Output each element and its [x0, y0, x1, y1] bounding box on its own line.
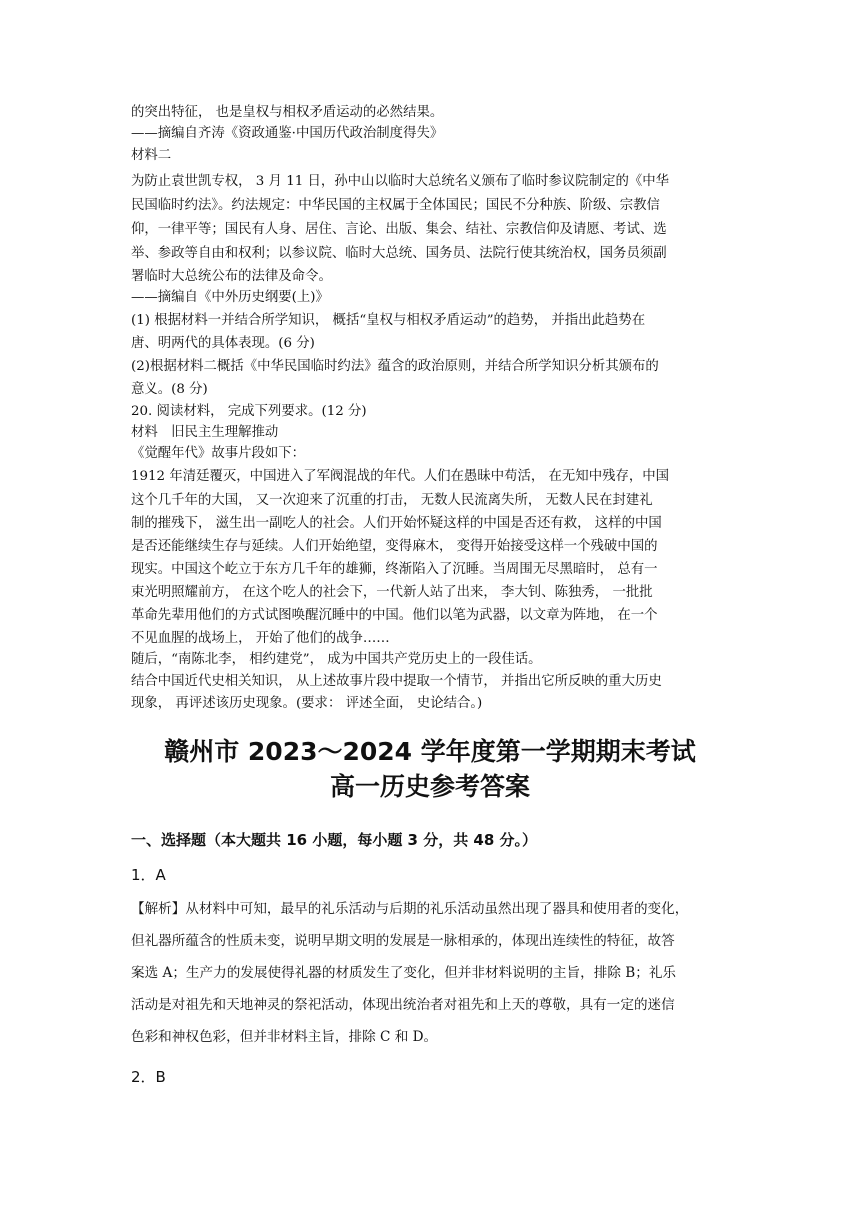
q20-task-line: 现象， 再评述该历史现象。(要求： 评述全面， 史论结合。)	[131, 696, 483, 711]
q20-story-line: 束光明照耀前方， 在这个吃人的社会下，一代新人站了出来， 李大钊、陈独秀， 一批批	[131, 585, 653, 600]
section-heading: 一、选择题（本大题共 16 小题，每小题 3 分，共 48 分。）	[131, 831, 538, 849]
q20-material-title: 材料 旧民主生理解推动	[131, 425, 279, 440]
explanation-line: 活动是对祖先和天地神灵的祭祀活动，体现出统治者对祖先和上天的尊敬，具有一定的迷信	[131, 997, 675, 1013]
q20-story-line: 革命先辈用他们的方式试图唤醒沉睡中的中国。他们以笔为武器，以文章为阵地， 在一个	[131, 608, 658, 623]
answer-number: 1．A	[131, 866, 166, 884]
q20-story-line: 现实。中国这个屹立于东方几千年的雄狮，终渐陷入了沉睡。当周围无尽黑暗时， 总有一	[131, 562, 658, 577]
q19-part-line: (2)根据材料二概括《中华民国临时约法》蕴含的政治原则，并结合所学知识分析其颁布的	[131, 359, 659, 374]
material1-tail-line: 的突出特征， 也是皇权与相权矛盾运动的必然结果。	[131, 105, 444, 120]
q20-story-line: 这个几千年的大国， 又一次迎来了沉重的打击， 无数人民流离失所， 无数人民在封建礼	[131, 493, 653, 508]
material2-line: 民国临时约法》。约法规定：中华民国的主权属于全体国民；国民不分种族、阶级、宗教信	[131, 198, 660, 213]
q20-task-line: 结合中国近代史相关知识， 从上述故事片段中提取一个情节， 并指出它所反映的重大历史	[131, 674, 662, 689]
explanation-line: 色彩和神权色彩，但并非材料主旨，排除 C 和 D。	[131, 1029, 438, 1045]
q20-story-line: 是否还能继续生存与延续。人们开始绝望，变得麻木， 变得开始接受这样一个残破中国的	[131, 539, 658, 554]
q19-part-line: (1) 根据材料一并结合所学知识， 概括“皇权与相权矛盾运动”的趋势， 并指出此趋势在	[131, 313, 646, 328]
material2-source: ——摘编自《中外历史纲要(上)》	[131, 290, 329, 305]
material1-source: ——摘编自齐涛《资政通鉴·中国历代政治制度得失》	[131, 126, 444, 141]
material2-line: 仰，一律平等；国民有人身、居住、言论、出版、集会、结社、宗教信仰及请愿、考试、选	[131, 222, 667, 237]
material2-line: 为防止袁世凯专权， 3 月 11 日，孙中山以临时大总统名义颁布了临时参议院制定的《中华	[131, 174, 670, 189]
material2-line: 举、参政等自由和权利；以参议院、临时大总统、国务员、法院行使其统治权，国务员须副	[131, 246, 667, 261]
answer-title-line1: 赣州市 2023～2024 学年度第一学期期末考试	[164, 737, 696, 766]
answer-explanation	[131, 893, 731, 1053]
explanation-line: 【解析】从材料中可知，最早的礼乐活动与后期的礼乐活动虽然出现了器具和使用者的变化，	[131, 901, 689, 917]
q20-story-line: 不见血腥的战场上， 开始了他们的战争……	[131, 631, 390, 646]
answer-title-line2: 高一历史参考答案	[329, 772, 530, 801]
explanation-line: 案选 A；生产力的发展使得礼器的材质发生了变化，但并非材料说明的主旨，排除 B；礼乐	[131, 965, 677, 981]
explanation-line: 但礼器所蕴含的性质未变，说明早期文明的发展是一脉相承的，体现出连续性的特征，故答	[131, 933, 675, 949]
material2-heading: 材料二	[131, 148, 172, 163]
q20-after-line: 随后，“南陈北李， 相约建党”， 成为中国共产党历史上的一段佳话。	[131, 652, 542, 667]
q19-part-line: 唐、明两代的具体表现。(6 分)	[131, 336, 315, 351]
answer-number: 2．B	[131, 1068, 166, 1086]
q20-story-line: 制的摧残下， 滋生出一副吃人的社会。人们开始怀疑这样的中国是否还有救， 这样的中国	[131, 516, 662, 531]
material2-line: 署临时大总统公布的法律及命令。	[131, 269, 332, 284]
q19-part-line: 意义。(8 分)	[131, 382, 208, 397]
q20-story-intro: 《觉醒年代》故事片段如下：	[131, 446, 306, 461]
q20-heading: 20. 阅读材料， 完成下列要求。(12 分)	[131, 404, 367, 419]
q20-story-line: 1912 年清廷覆灭，中国进入了军阀混战的年代。人们在愚昧中苟活， 在无知中残存，中国	[131, 469, 670, 484]
